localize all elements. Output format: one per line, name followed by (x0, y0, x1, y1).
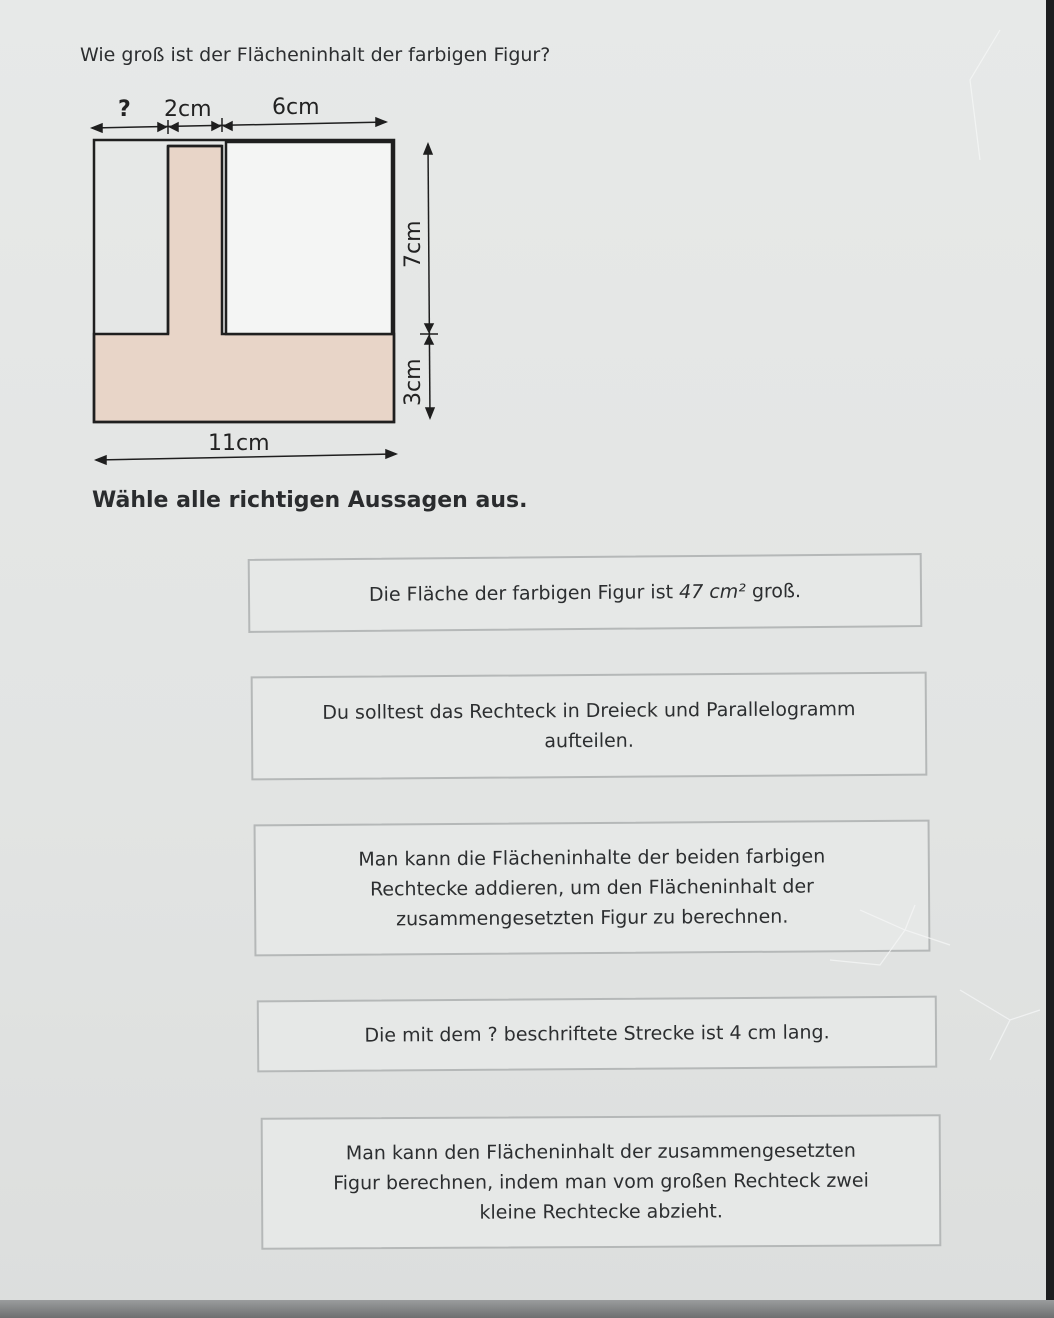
option-1-text: Die Fläche der farbigen Figur ist 47 cm² groß. (368, 580, 802, 606)
option-3[interactable] (254, 820, 931, 957)
option-2-text: Du solltest das Rechteck in Dreieck und Parallelogramm aufteilen. (322, 698, 856, 753)
label-6cm: 6cm (272, 95, 320, 120)
label-11cm: 11cm (208, 431, 270, 456)
option-4[interactable] (257, 996, 937, 1073)
label-3cm: 3cm (401, 358, 426, 406)
option-5-text: Man kann den Flächeninhalt der zusammengesetzten Figur berechnen, indem man vom großen Rechteck zwei kleine Rechtecke abzieht. (333, 1139, 869, 1224)
figure-svg (80, 88, 460, 468)
option-5[interactable] (261, 1114, 942, 1250)
top-dimension-arrows (92, 118, 386, 134)
inner-white-rectangle (226, 142, 392, 334)
option-3-text: Man kann die Flächeninhalte der beiden farbigen Rechtecke addieren, um den Flächeninhalt der zusammengesetzten Figur zu berechnen. (358, 845, 826, 931)
label-7cm: 7cm (401, 220, 426, 268)
monitor-bezel-right (1046, 0, 1054, 1318)
monitor-bezel-bottom (0, 1300, 1054, 1318)
instruction-text: Wähle alle richtigen Aussagen aus. (92, 488, 528, 513)
option-1[interactable] (248, 553, 923, 633)
label-2cm: 2cm (164, 97, 212, 122)
option-2[interactable] (251, 672, 928, 781)
question-text: Wie groß ist der Flächeninhalt der farbigen Figur? (80, 44, 551, 66)
label-unknown: ? (118, 97, 131, 122)
option-4-text: Die mit dem ? beschriftete Strecke ist 4 cm lang. (364, 1021, 830, 1047)
composite-figure (80, 88, 460, 468)
